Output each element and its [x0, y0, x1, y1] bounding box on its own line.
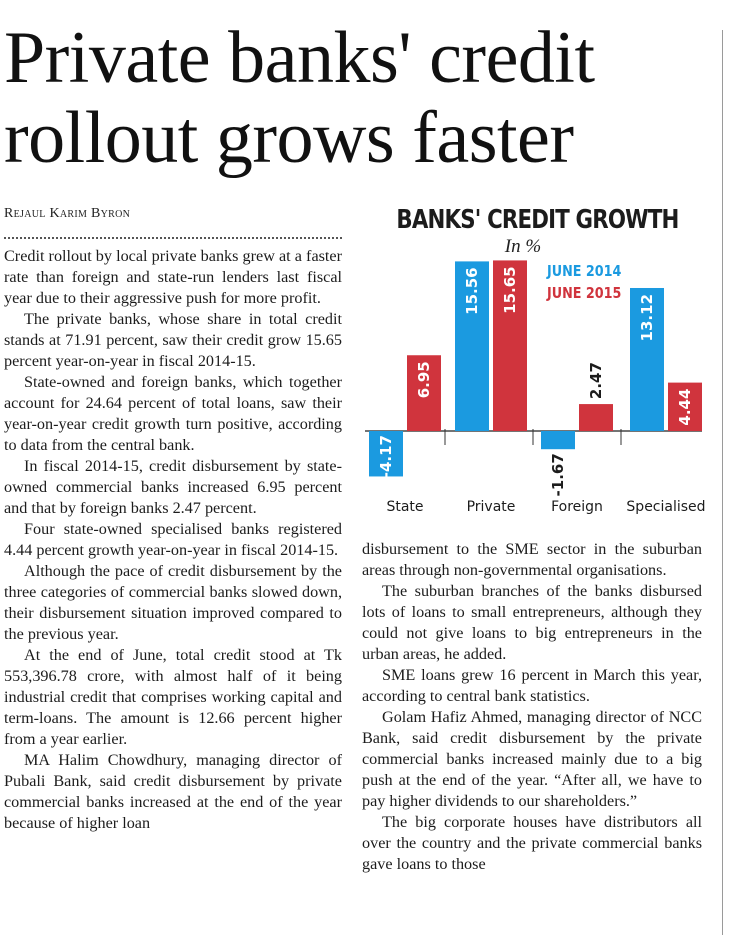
- chart-subtitle: In %: [504, 236, 542, 257]
- chart-title: BANKS' CREDIT GROWTH: [396, 205, 679, 235]
- paragraph: Golam Hafiz Ahmed, managing director of NCC Bank, said credit disbursement by the private commercial banks increased mainly due to a big push at the end of the year. “After all, we have to pay higher dividends to our shareholders.”: [362, 708, 702, 810]
- byline: Rejaul Karim Byron: [4, 206, 131, 221]
- chart-data-label: 13.12: [638, 293, 656, 342]
- paragraph: In fiscal 2014-15, credit disbursement by state-owned commercial banks increased 6.95 percent and that by foreign banks 2.47 percent.: [4, 457, 342, 517]
- column-rule: [722, 30, 723, 935]
- chart-data-label: 2.47: [587, 362, 605, 400]
- chart-bar: [541, 431, 575, 449]
- legend-june-2014: JUNE 2014: [547, 262, 622, 280]
- chart-plot: [365, 200, 710, 530]
- chart-data-label: 6.95: [415, 361, 433, 399]
- paragraph: The suburban branches of the banks disbursed lots of loans to small entrepreneurs, although they could not give loans to big entrepreneurs in the urban areas, he added.: [362, 582, 702, 663]
- headline: Private banks' credit rollout grows faster: [4, 17, 595, 179]
- paragraph: At the end of June, total credit stood at Tk 553,396.78 crore, with almost half of it being industrial credit that comprises working capital and term-loans. The amount is 12.66 percent higher from a year earlier.: [4, 646, 342, 748]
- chart-data-label: 4.44: [676, 388, 694, 426]
- paragraph: MA Halim Chowdhury, managing director of Pubali Bank, said credit disbursement by private commercial banks increased at the end of the year because of higher loan: [4, 751, 342, 832]
- paragraph: SME loans grew 16 percent in March this year, according to central bank statistics.: [362, 666, 702, 705]
- paragraph: State-owned and foreign banks, which together account for 24.64 percent of total loans, saw their year-on-year credit growth turn positive, according to data from the central bank.: [4, 373, 342, 454]
- legend-june-2015: JUNE 2015: [547, 284, 622, 302]
- chart-category-label: Foreign: [551, 499, 603, 515]
- paragraph: Four state-owned specialised banks registered 4.44 percent growth year-on-year in fiscal 2014-15.: [4, 520, 342, 559]
- paragraph: Credit rollout by local private banks grew at a faster rate than foreign and state-run lenders last fiscal year due to their aggressive push for more profit.: [4, 247, 342, 307]
- chart-category-label: Private: [466, 499, 516, 515]
- chart-bar: [579, 404, 613, 431]
- chart-category-label: Specialised: [626, 499, 706, 515]
- paragraph: The big corporate houses have distributors all over the country and the private commercial banks gave loans to those: [362, 813, 702, 873]
- byline-divider: [4, 237, 342, 239]
- article-column-1: [4, 246, 342, 834]
- paragraph: disbursement to the SME sector in the suburban areas through non-governmental organisations.: [362, 540, 702, 579]
- paragraph: The private banks, whose share in total credit stands at 71.91 percent, saw their credit grow 15.65 percent year-on-year in fiscal 2014-15.: [4, 310, 342, 370]
- chart-data-label: 15.65: [501, 266, 519, 314]
- chart-data-label: -4.17: [377, 435, 395, 479]
- chart-category-label: State: [386, 499, 424, 515]
- chart-data-label: 15.56: [463, 267, 481, 315]
- chart-data-label: -1.67: [549, 453, 567, 497]
- paragraph: Although the pace of credit disbursement by the three categories of commercial banks slowed down, their disbursement situation improved compared to the previous year.: [4, 562, 342, 643]
- article-column-2: [362, 539, 702, 875]
- credit-growth-chart: [365, 200, 710, 530]
